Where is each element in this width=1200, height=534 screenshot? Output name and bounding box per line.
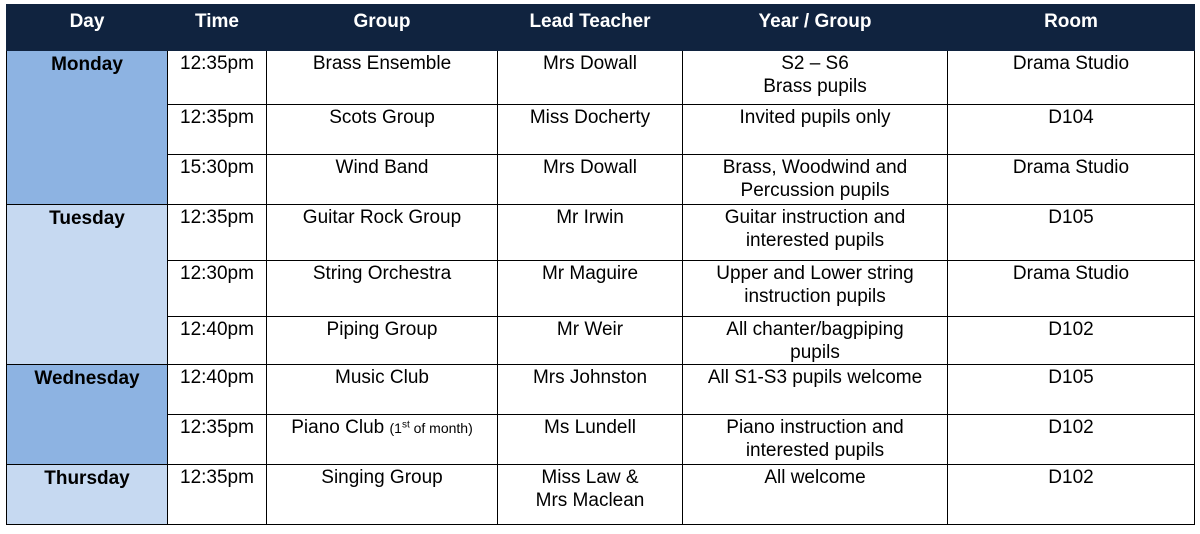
- teacher-line: Mrs Dowall: [543, 53, 637, 74]
- room-cell: Drama Studio: [948, 51, 1195, 105]
- teacher-cell: [498, 155, 683, 205]
- table-row: [7, 415, 1195, 465]
- header-day: Day: [7, 5, 168, 51]
- year-line: Invited pupils only: [739, 107, 891, 128]
- teacher-line: Mr Weir: [556, 319, 624, 340]
- year-group-cell: [683, 317, 948, 365]
- group-name: Piano Club: [291, 417, 385, 438]
- year-group-cell: [683, 205, 948, 261]
- table-row: [7, 261, 1195, 317]
- teacher-line: Mr Irwin: [556, 207, 624, 228]
- group-cell: Music Club: [267, 365, 498, 415]
- group-cell: String Orchestra: [267, 261, 498, 317]
- year-line: All chanter/bagpiping: [726, 319, 904, 340]
- group-note: [389, 420, 472, 436]
- teacher-cell: [498, 317, 683, 365]
- teacher-cell: [498, 465, 683, 525]
- header-lead-teacher: Lead Teacher: [498, 5, 683, 51]
- table-row: [7, 205, 1195, 261]
- time-cell: 12:40pm: [168, 365, 267, 415]
- year-group-cell: [683, 51, 948, 105]
- table-row: [7, 465, 1195, 525]
- day-cell-wednesday: Wednesday: [7, 365, 168, 465]
- day-cell-tuesday: Tuesday: [7, 205, 168, 365]
- year-line: All S1-S3 pupils welcome: [707, 367, 923, 388]
- teacher-cell: [498, 261, 683, 317]
- header-year-group: Year / Group: [683, 5, 948, 51]
- header-room: Room: [948, 5, 1195, 51]
- group-cell: Brass Ensemble: [267, 51, 498, 105]
- year-line: Piano instruction and: [726, 417, 904, 438]
- year-line: Upper and Lower string: [716, 263, 914, 284]
- time-cell: 12:30pm: [168, 261, 267, 317]
- group-cell: Wind Band: [267, 155, 498, 205]
- group-cell: [267, 415, 498, 465]
- header-row: [7, 5, 1195, 51]
- group-cell: Piping Group: [267, 317, 498, 365]
- room-cell: D102: [948, 415, 1195, 465]
- group-note-post: of month): [409, 420, 473, 436]
- room-cell: Drama Studio: [948, 261, 1195, 317]
- room-cell: D105: [948, 205, 1195, 261]
- year-line: Guitar instruction and: [724, 207, 906, 228]
- teacher-line: Mrs Dowall: [543, 157, 637, 178]
- room-cell: D102: [948, 465, 1195, 525]
- time-cell: 12:35pm: [168, 105, 267, 155]
- table-row: [7, 105, 1195, 155]
- room-cell: D102: [948, 317, 1195, 365]
- time-cell: 12:35pm: [168, 205, 267, 261]
- teacher-line: Miss Docherty: [529, 107, 651, 128]
- teacher-line: Mr Maguire: [541, 263, 639, 284]
- year-line: Brass, Woodwind and: [722, 157, 908, 178]
- year-group-cell: [683, 365, 948, 415]
- room-cell: D105: [948, 365, 1195, 415]
- time-cell: 12:35pm: [168, 51, 267, 105]
- header-time: Time: [168, 5, 267, 51]
- year-line: Brass pupils: [763, 76, 867, 97]
- year-line: All welcome: [764, 467, 866, 488]
- year-group-cell: [683, 261, 948, 317]
- day-cell-monday: Monday: [7, 51, 168, 205]
- year-group-cell: [683, 465, 948, 525]
- group-cell: Guitar Rock Group: [267, 205, 498, 261]
- time-cell: 12:40pm: [168, 317, 267, 365]
- table-row: [7, 365, 1195, 415]
- teacher-line: Mrs Maclean: [535, 490, 645, 511]
- table-row: [7, 51, 1195, 105]
- room-cell: D104: [948, 105, 1195, 155]
- teacher-line: Mrs Johnston: [532, 367, 648, 388]
- year-line: instruction pupils: [744, 286, 886, 307]
- year-line: interested pupils: [745, 230, 885, 251]
- club-schedule-table: [6, 4, 1195, 525]
- teacher-cell: [498, 415, 683, 465]
- teacher-line: Ms Lundell: [544, 417, 636, 438]
- time-cell: 12:35pm: [168, 415, 267, 465]
- year-group-cell: [683, 155, 948, 205]
- year-line: interested pupils: [745, 440, 885, 461]
- year-group-cell: [683, 415, 948, 465]
- year-line: pupils: [790, 342, 840, 363]
- year-line: S2 – S6: [781, 53, 849, 74]
- table-row: [7, 155, 1195, 205]
- year-line: Percussion pupils: [740, 180, 890, 201]
- year-group-cell: [683, 105, 948, 155]
- time-cell: 15:30pm: [168, 155, 267, 205]
- teacher-cell: [498, 105, 683, 155]
- group-note-pre: (1: [389, 420, 402, 436]
- teacher-cell: [498, 365, 683, 415]
- time-cell: 12:35pm: [168, 465, 267, 525]
- day-cell-thursday: Thursday: [7, 465, 168, 525]
- header-group: Group: [267, 5, 498, 51]
- group-cell: Scots Group: [267, 105, 498, 155]
- teacher-cell: [498, 205, 683, 261]
- teacher-cell: [498, 51, 683, 105]
- table-row: [7, 317, 1195, 365]
- group-note-sup: st: [401, 419, 410, 431]
- room-cell: Drama Studio: [948, 155, 1195, 205]
- group-cell: Singing Group: [267, 465, 498, 525]
- teacher-line: Miss Law &: [541, 467, 639, 488]
